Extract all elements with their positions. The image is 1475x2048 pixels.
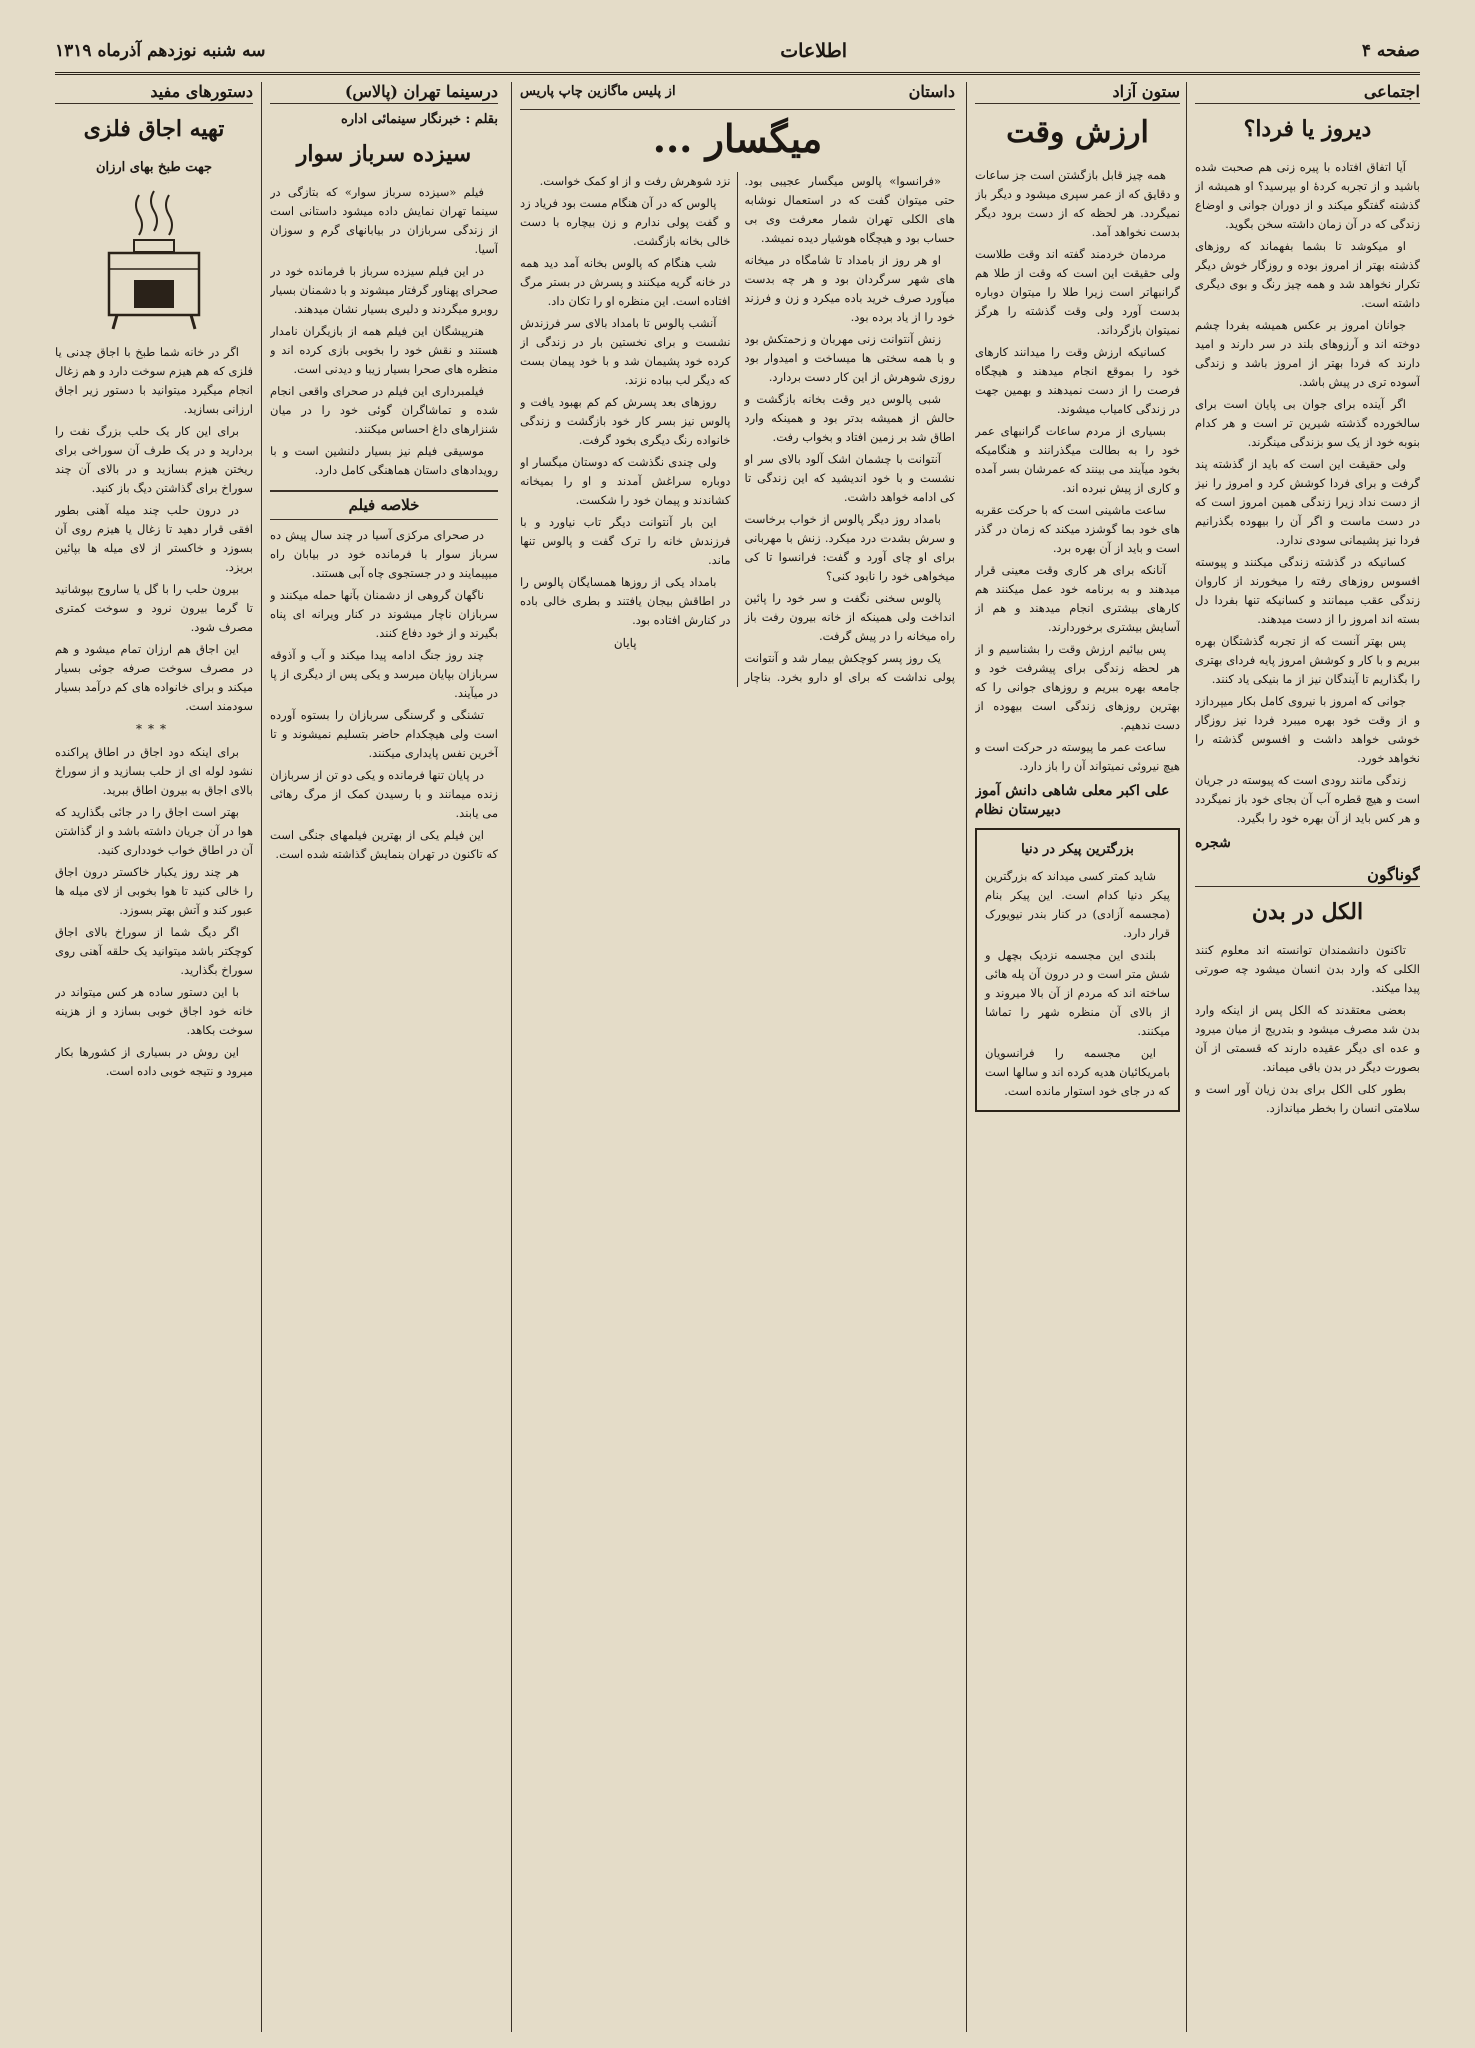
column-rule — [261, 82, 262, 2032]
free-kicker: ستون آزاد — [975, 82, 1180, 104]
summary-paragraph: در صحرای مرکزی آسیا در چند سال پیش ده سرباز سوار با فرمانده خود در بیابان راه میپیمایند و در جستجوی چاه آبی هستند. — [270, 528, 498, 580]
story-paragraph: پالوس سخنی نگفت و سر خود را پائین انداخت ولی همینکه از خانه بیرون رفت باز راه میخانه را در پیش گرفت. — [744, 591, 955, 643]
box-paragraph: این مجسمه را فرانسویان بامریکائیان هدیه کرده اند و سالها است که در جای خود استوار مانده است. — [985, 1046, 1170, 1098]
story-paragraph: زنش آنتوانت زنی مهربان و زحمتکش بود و با همه سختی ها میساخت و امیدوار بود روزی شوهرش از این کار دست بردارد. — [744, 332, 955, 384]
social-paragraph: جوانان امروز بر عکس همیشه بفردا چشم دوخته اند و آرزوهای بلند در سر دارند و امید دارند که فردا بهتر از امروز باشد و زندگی آسوده تری در پیش باشد. — [1195, 318, 1420, 389]
summary-paragraph: این فیلم یکی از بهترین فیلمهای جنگی است که تاکنون در تهران بنمایش گذاشته شده است. — [270, 828, 498, 861]
misc-kicker: گوناگون — [1195, 865, 1420, 887]
social-headline: دیروز یا فردا؟ — [1243, 116, 1372, 142]
issue-date: سه شنبه نوزدهم آذرماه ۱۳۱۹ — [55, 41, 266, 61]
tips-paragraph: با این دستور ساده هر کس میتواند در خانه خود اجاق خوبی بسازد و از هزینه سوخت بکاهد. — [55, 985, 253, 1037]
stove-leg — [113, 315, 117, 329]
social-paragraph: پس بهتر آنست که از تجربه گذشتگان بهره ببریم و با کار و کوشش امروز پایه فردای بهتری را بگذاریم تا آیندگان نیز از ما بنیکی یاد کنند. — [1195, 634, 1420, 686]
tips-paragraph: این روش در بسیاری از کشورها بکار میرود و نتیجه خوبی داده است. — [55, 1045, 253, 1078]
free-paragraph: ساعت عمر ما پیوسته در حرکت است و هیچ نیروئی نمیتواند آن را باز دارد. — [975, 740, 1180, 773]
tips-paragraph: اگر دیگ شما از سوراخ بالای اجاق کوچکتر باشد میتوانید یک حلقه آهنی روی سوراخ بگذارید. — [55, 925, 253, 977]
social-paragraph: آیا اتفاق افتاده با پیره زنی هم صحبت شده باشید و از تجربه کردهٔ او بپرسید؟ او همیشه از گذشته گفتگو میکند و از دوران جوانی و اوضاع زندگی که در آن زمان داشته سخن بگوید. — [1195, 160, 1420, 231]
cinema-paragraph: فیلمبرداری این فیلم در صحرای واقعی انجام شده و تماشاگران گوئی خود را در میان شنزارهای داغ احساس میکنند. — [270, 384, 498, 436]
box-paragraph: بلندی این مجسمه نزدیک بچهل و شش متر است و در درون آن پله هائی ساخته اند که مردم از آن بالا میروند و از بالای آن منظره شهر را تماشا میکنند. — [985, 948, 1170, 1038]
paper-name: اطلاعات — [780, 40, 848, 62]
cinema-headline: سیزده سرباز سوار — [296, 141, 472, 167]
social-paragraph: ولی حقیقت این است که باید از گذشته پند گرفت و برای فردا کوشش کرد و امروز را نیز از دست نداد زیرا زندگی همین امروز است که در دست ماست و اگر آن را بیهوده بگذرانیم فردا نیز پشیمانی سودی ندارد. — [1195, 457, 1420, 547]
tips-paragraph: این اجاق هم ارزان تمام میشود و هم در مصرف سوخت صرفه جوئی بسیار میکند و برای خانواده های کم درآمد بسیار سودمند است. — [55, 642, 253, 713]
stove-pot — [134, 240, 174, 252]
cinema-paragraph: در این فیلم سیزده سرباز با فرمانده خود در صحرای پهناور گرفتار میشوند و با دشمنان بسیار روبرو میگردند و دلیری بسیار نشان میدهند. — [270, 264, 498, 316]
column-story — [520, 82, 955, 2032]
social-body — [1195, 158, 1420, 828]
column-cinema — [270, 82, 498, 2032]
cinema-paragraph: هنرپیشگان این فیلم همه از بازیگران نامدار هستند و نقش خود را بخوبی بازی کرده اند و منظره های صحرا بسیار زیبا و دیدنی است. — [270, 324, 498, 376]
story-paragraph: آنشب پالوس تا بامداد بالای سر فرزندش نشست و برای نخستین بار در زندگی از کرده خود پشیمان شد و با خود پیمان بست که دیگر لب بباده نزند. — [520, 316, 731, 387]
misc-headline: الکل در بدن — [1251, 899, 1364, 925]
social-kicker: اجتماعی — [1195, 82, 1420, 104]
column-rule — [1186, 82, 1187, 2032]
free-body — [975, 166, 1180, 776]
tips-paragraph: برای این کار یک حلب بزرگ نفت را بردارید و در یک طرف آن سوراخی برای ریختن هیزم بسازید و در بالای آن چند سوراخ برای گذاشتن دیگ باز کنید. — [55, 424, 253, 495]
story-paragraph: پالوس که در آن هنگام مست بود فریاد زد و گفت پولی ندارم و زن بیچاره با دست خالی بخانه بازگشت. — [520, 196, 731, 248]
tips-body: اگر در خانه شما طبخ با اجاق چدنی یا فلزی که هم هیزم سوخت دارد و هم زغال انجام میگیرد میتوانید با دستور زیر اجاق ارزانی بسازید. برای این کار یک حلب بزرگ نفت را بردارید و در یک طرف آن سوراخی برای ریختن هیزم بسازید و در بالای آن چند سوراخ برای گذاشتن دیگ باز کنید. در درون حلب چند میله آهنی بطور افقی قرار دهید تا زغال یا هیزم روی آن بسوزد و خاکستر از لای میله ها بپائین بریزد. بیرون حلب را با گل یا ساروج بپوشانید تا گرما بیرون نرود و سوخت کمتری مصرف شود. این اجاق هم ارزان تمام میشود و هم در مصرف سوخت صرفه جوئی بسیار میکند و برای خانواده های کم درآمد بسیار سودمند است. *** برای اینکه دود اجاق در اطاق پراکنده نشود لوله ای از حلب بسازید و از سوراخ بالای اجاق به بیرون اطاق ببرید. بهتر است اجاق را در جائی بگذارید که هوا در آن جریان داشته باشد و از گذاشتن آن در اطاق خواب خودداری کنید. هر چند روز یکبار خاکستر درون اجاق را خالی کنید تا هوا بخوبی از لای میله ها عبور کند و آتش بهتر بسوزد. اگر دیگ شما از سوراخ بالای اجاق کوچکتر باشد میتوانید یک حلقه آهنی روی سوراخ بگذارید. با این دستور ساده هر کس میتواند در خانه خود اجاق خوبی بسازد و از هزینه سوخت بکاهد. این روش در بسیاری از کشورها بکار میرود و نتیجه خوبی داده است. — [55, 343, 253, 1081]
stove-leg — [191, 315, 195, 329]
story-body — [520, 172, 955, 687]
stove-door — [134, 280, 174, 308]
tips-subheadline: جهت طبخ بهای ارزان — [95, 160, 213, 175]
story-paragraph: او هر روز از بامداد تا شامگاه در میخانه های شهر سرگردان بود و هر چه بدست میآورد صرف خرید باده میکرد و زن و فرزند خود را از یاد برده بود. — [744, 253, 955, 324]
summary-title: خلاصه فیلم — [270, 490, 498, 520]
free-paragraph: پس بیائیم ارزش وقت را بشناسیم و از هر لحظه زندگی برای پیشرفت خود و جامعه بهره ببریم و روزهای جوانی را که بهترین روزهای زندگی است بیهوده از دست ندهیم. — [975, 642, 1180, 732]
free-paragraph: کسانیکه ارزش وقت را میدانند کارهای خود را بموقع انجام میدهند و هیچگاه فرصت را از دست نمیدهند و بهمین جهت در زندگی کامیاب میشوند. — [975, 345, 1180, 416]
box-title: بزرگترین پیکر در دنیا — [1021, 842, 1134, 857]
social-paragraph: او میکوشد تا بشما بفهماند که روزهای گذشته بهتر از امروز بوده و روزگار خوش دیگر تکرار نخواهد شد و همه چیز رنگ و بوی دیگری داشته است. — [1195, 239, 1420, 310]
biggest-statue-box — [975, 828, 1180, 1112]
story-paragraph: شب هنگام که پالوس بخانه آمد دید همه در خانه گریه میکنند و پسرش در بستر مرگ افتاده است. این منظره او را تکان داد. — [520, 256, 731, 308]
smoke-line — [166, 195, 172, 235]
free-paragraph: همه چیز قابل بازگشتن است جز ساعات و دقایق که از عمر سپری میشود و دیگر باز نمیگردد. هر لحظه که از دست برود دیگر بدست نخواهد آمد. — [975, 168, 1180, 239]
summary-paragraph: چند روز جنگ ادامه پیدا میکند و آب و آذوقه سربازان بپایان میرسد و یکی پس از دیگری از پا در میآیند. — [270, 648, 498, 700]
tips-headline: تهیه اجاق فلزی — [83, 116, 225, 142]
cinema-paragraph: موسیقی فیلم نیز بسیار دلنشین است و با رویدادهای داستان هماهنگی کامل دارد. — [270, 444, 498, 477]
box-paragraph: شاید کمتر کسی میداند که بزرگترین پیکر دنیا کدام است. این پیکر بنام (مجسمه آزادی) در کنار بندر نیویورک قرار دارد. — [985, 869, 1170, 940]
tips-paragraph: برای اینکه دود اجاق در اطاق پراکنده نشود لوله ای از حلب بسازید و از سوراخ بالای اجاق به بیرون اطاق ببرید. — [55, 745, 253, 797]
social-signature: شجره — [1195, 835, 1231, 851]
story-paragraph: بامداد روز دیگر پالوس از خواب برخاست و سرش بشدت درد میکرد. زنش با مهربانی برای او چای آورد و گفت: فرانسوا تا کی میخواهی خود را نابود کنی؟ — [744, 512, 955, 583]
misc-body — [1195, 941, 1420, 1118]
tips-kicker: دستورهای مفید — [55, 82, 253, 104]
tips-paragraph: بیرون حلب را با گل یا ساروج بپوشانید تا گرما بیرون نرود و سوخت کمتری مصرف شود. — [55, 582, 253, 634]
free-byline: علی اکبر معلی شاهی دانش آموز دبیرستان نظام — [975, 783, 1170, 818]
free-paragraph: مردمان خردمند گفته اند وقت طلاست ولی حقیقت این است که وقت از طلا هم گرانبهاتر است زیرا طلا را میتوان دوباره بدست آورد ولی وقت گذشته را هرگز نمیتوان بازگرداند. — [975, 247, 1180, 337]
cinema-paragraph: فیلم «سیزده سرباز سوار» که بتازگی در سینما تهران نمایش داده میشود داستانی است از زندگی سربازان در بیابانهای گرم و سوزان آسیا. — [270, 185, 498, 256]
column-social — [1195, 82, 1420, 2032]
misc-paragraph: بعضی معتقدند که الکل پس از اینکه وارد بدن شد مصرف میشود و بتدریج از میان میرود و عده ای دیگر عقیده دارند که قسمتی از آن بصورت دیگر در بدن باقی میماند. — [1195, 1003, 1420, 1074]
story-ending: پایان — [613, 636, 637, 650]
story-paragraph: بامداد یکی از روزها همسایگان پالوس را در اطاقش بیجان یافتند و بطری خالی باده در کنارش افتاده بود. — [520, 575, 731, 627]
column-rule — [511, 82, 512, 2032]
story-paragraph: ولی چندی نگذشت که دوستان میگسار او دوباره سراغش آمدند و او را بمیخانه کشاندند و پیمان خود را شکست. — [520, 455, 731, 507]
story-headline: میگسار ... — [652, 116, 823, 161]
story-paragraph: یک روز پسر کوچکش بیمار شد و آنتوانت پولی نداشت که برای او دارو بخرد. بناچار نزد شوهرش رفت و از او کمک خواست. — [539, 174, 955, 684]
tips-paragraph: در درون حلب چند میله آهنی بطور افقی قرار دهید تا زغال یا هیزم روی آن بسوزد و خاکستر از لای میله ها بپائین بریزد. — [55, 503, 253, 574]
social-paragraph: کسانیکه در گذشته زندگی میکنند و پیوسته افسوس روزهای رفته را میخورند از کاروان زندگی عقب میمانند و کسانیکه تنها بفردا دل بسته اند امروز را از دست میدهند. — [1195, 555, 1420, 626]
story-paragraph: «فرانسوا» پالوس میگسار عجیبی بود. حتی میتوان گفت که در استعمال نوشابه های الکلی تهران شمار معرفت وی بی حساب بود و هیچگاه هوشیار دیده نمیشد. — [744, 174, 955, 245]
summary-paragraph: تشنگی و گرسنگی سربازان را بستوه آورده است ولی هیچکدام حاضر بتسلیم نمیشوند و تا آخرین نفس پایداری میکنند. — [270, 708, 498, 760]
page-number: صفحه ۴ — [1361, 41, 1420, 61]
social-paragraph: اگر آینده برای جوان بی پایان است برای سالخورده گذشته شیرین تر است و هر کدام بنوبه خود از یک سو بزندگی مینگرند. — [1195, 397, 1420, 449]
story-paragraph: آنتوانت با چشمان اشک آلود بالای سر او نشست و با خود اندیشید که این زندگی تا کی ادامه خواهد داشت. — [744, 452, 955, 504]
social-paragraph: جوانی که امروز با نیروی کامل بکار میپردازد و از وقت خود بهره میبرد فردا نیز روزگار خوشی خواهد داشت و افسوس گذشته را نخواهد خورد. — [1195, 694, 1420, 765]
misc-paragraph: تاکنون دانشمندان توانسته اند معلوم کنند الکلی که وارد بدن انسان میشود چه صورتی پیدا میکند. — [1195, 943, 1420, 995]
column-rule — [966, 82, 967, 2032]
smoke-line — [151, 191, 157, 231]
summary-paragraph: در پایان تنها فرمانده و یکی دو تن از سربازان زنده میمانند و با رسیدن کمک از مرگ رهائی می یابند. — [270, 768, 498, 820]
cinema-byline: بقلم : خبرنگار سینمائی اداره — [341, 112, 498, 127]
tips-paragraph: اگر در خانه شما طبخ با اجاق چدنی یا فلزی که هم هیزم سوخت دارد و هم زغال انجام میگیرد میتوانید با دستور زیر اجاق ارزانی بسازید. — [55, 345, 253, 416]
free-paragraph: ساعت ماشینی است که با حرکت عقربه های خود بما گوشزد میکند که زمان در گذر است و باید از آن بهره برد. — [975, 503, 1180, 555]
summary-paragraph: ناگهان گروهی از دشمنان بآنها حمله میکنند و سربازان ناچار میشوند در کنار ویرانه ای پناه بگیرند و از خود دفاع کنند. — [270, 588, 498, 640]
story-paragraph: این بار آنتوانت دیگر تاب نیاورد و با فرزندش خانه را ترک گفت و پالوس تنها ماند. — [520, 515, 731, 567]
stove-illustration — [79, 185, 229, 335]
story-source: از پلیس ماگازین چاپ پاریس — [520, 84, 676, 99]
story-paragraph: روزهای بعد پسرش کم کم بهبود یافت و پالوس نیز بسر کار خود بازگشت و زندگی خانواده رنگ دیگری بخود گرفت. — [520, 395, 731, 447]
column-free — [975, 82, 1180, 2032]
tips-paragraph: بهتر است اجاق را در جائی بگذارید که هوا در آن جریان داشته باشد و از گذاشتن آن در اطاق خواب خودداری کنید. — [55, 805, 253, 857]
summary-body — [270, 526, 498, 864]
column-tips — [55, 82, 253, 2032]
cinema-kicker: درسینما تهران (پالاس) — [270, 82, 498, 104]
story-kicker: داستان — [908, 82, 955, 101]
misc-paragraph: بطور کلی الکل برای بدن زیان آور است و سلامتی انسان را بخطر میاندازد. — [1195, 1082, 1420, 1115]
free-paragraph: بسیاری از مردم ساعات گرانبهای عمر خود را به بطالت میگذرانند و هنگامیکه بخود میآیند می بینند که عمرشان بسر آمده و کاری از پیش نبرده اند. — [975, 424, 1180, 495]
free-paragraph: آنانکه برای هر کاری وقت معینی قرار میدهند و به برنامه خود عمل میکنند هم کارهای بیشتری انجام میدهند و هم از آسایش بیشتری برخوردارند. — [975, 563, 1180, 634]
social-paragraph: زندگی مانند رودی است که پیوسته در جریان است و هیچ قطره آب آن بجای خود باز نمیگردد و هر کس باید از آن بهره خود را بگیرد. — [1195, 773, 1420, 825]
cinema-body — [270, 183, 498, 480]
smoke-line — [136, 195, 142, 235]
story-paragraph: شبی پالوس دیر وقت بخانه بازگشت و حالش از همیشه بدتر بود و همینکه وارد اطاق شد بر زمین افتاد و بخواب رفت. — [744, 392, 955, 444]
page-header — [55, 30, 1420, 75]
tips-paragraph: هر چند روز یکبار خاکستر درون اجاق را خالی کنید تا هوا بخوبی از لای میله ها عبور کند و آتش بهتر بسوزد. — [55, 865, 253, 917]
free-headline: ارزش وقت — [1006, 115, 1149, 150]
